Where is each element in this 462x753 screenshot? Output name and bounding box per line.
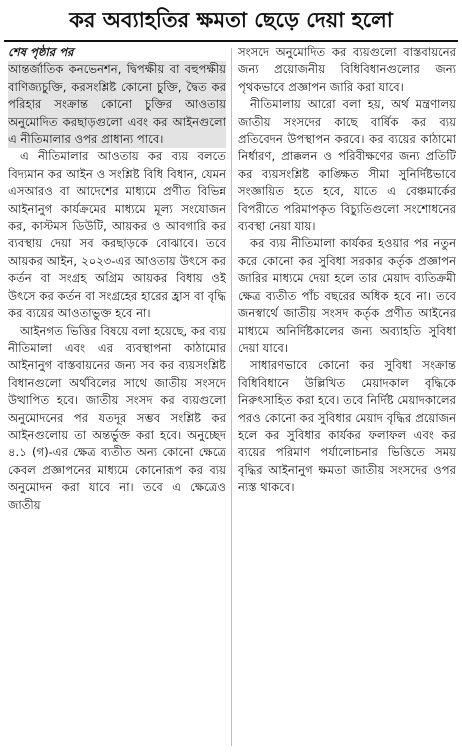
column-divider xyxy=(231,48,232,746)
article-paragraph: নীতিমালায় আরো বলা হয়, অর্থ মন্ত্রণালয় জাতীয় সংসদের কাছে বার্ষিক কর ব্যয় প্রতিবেদন উপস্থাপন করবে। কর ব্যয়ের কাঠামো নির্ধারণ, প্রাক্কলন ও পরিবীক্ষণের জন্য প্রতিটি কর ব্যয়সংশ্লিষ্ট কাঙ্ক্ষিত সীমা সুনির্দিষ্টভাবে সংজ্ঞায়িত হতে হবে, যাতে এ বেঞ্চমার্কের বিপরীতে পরিমাপকৃত বিচ্যুতিগুলো সংশোধনের ব্যবস্থা নেয়া যায়। xyxy=(238,97,456,234)
headline: কর অব্যাহতির ক্ষমতা ছেড়ে দেয়া হলো xyxy=(69,8,393,32)
article-paragraph: সংসদে অনুমোদিত কর ব্যয়গুলো বাস্তবায়নের জন্য প্রয়োজনীয় বিধিবিধানগুলোর জন্য পৃথকভাবে প্রজ্ঞাপন জারি করা যাবে। xyxy=(238,45,456,94)
article-paragraph: কর ব্যয় নীতিমালা কার্যকর হওয়ার পর নতুন করে কোনো কর সুবিধা সরকার কর্তৃক প্রজ্ঞাপন জারির মাধ্যমে দেয়া হলে তার মেয়াদ ব্যতিক্রমী ক্ষেত্র ব্যতীত পাঁচ বছরের অধিক হবে না। তবে জনস্বার্থে জাতীয় সংসদ কর্তৃক প্রণীত আইনের মাধ্যমে অনির্দিষ্টকালের জন্য অব্যাহতি সুবিধা দেয়া যাবে। xyxy=(238,236,456,355)
continuation-kicker: শেষ পৃষ্ঠার পর xyxy=(8,45,74,59)
article-paragraph: এ নীতিমালার আওতায় কর ব্যয় বলতে বিদ্যমান কর আইন ও সংশ্লিষ্ট বিধি বিধান, যেমন এসআরও বা আদেশের মাধ্যমে প্রণীত বিভিন্ন আইনানুগ কার্যক্রমের মাধ্যমে মূল্য সংযোজন কর, কাস্টমস ডিউটি, আয়কর ও আবগারি কর ব্যবস্থায় দেয়া সব করছাড়কে বোঝাবে। তবে আয়কর আইন, ২০২৩-এর আওতায় উৎসে কর কর্তন বা সংগ্রহ অগ্রিম আয়কর বিধায় ওই উৎসে কর কর্তন বা সংগ্রহের হারের হ্রাস বা বৃদ্ধি কর ব্যয়ের আওতাভুক্ত হবে না। xyxy=(8,149,226,321)
article-paragraph: আইনগত ভিত্তির বিষয়ে বলা হয়েছে, কর ব্যয় নীতিমালা এবং এর ব্যবস্থাপনা কাঠামোর আইনানুগ বাস্তবায়নের জন্য সব কর ব্যয়সংশ্লিষ্ট বিধানগুলো অর্থবিলের সাথে জাতীয় সংসদে উত্থাপিত হবে। জাতীয় সংসদ কর ব্যয়গুলো অনুমোদনের পর যতদূর সম্ভব সংশ্লিষ্ট কর আইনগুলোয় তা অন্তর্ভুক্ত করা হবে। অনুচ্ছেদ ৪.১ (গ)-এর ক্ষেত্র ব্যতীত অন্য কোনো ক্ষেত্রে কেবল প্রজ্ঞাপনের মাধ্যমে কোনোরূপ কর ব্যয় অনুমোদন করা যাবে না। তবে এ ক্ষেত্রেও জাতীয় xyxy=(8,323,226,512)
article-paragraph: সাধারণভাবে কোনো কর সুবিধা সংক্রান্ত বিধিবিধানে উল্লিখিত মেয়াদকাল বৃদ্ধিকে নিরুৎসাহিত করা হবে। তবে নির্দিষ্ট মেয়াদকালের পরও কোনো কর সুবিধার মেয়াদ বৃদ্ধির প্রয়োজন হলে কর সুবিধার কার্যকর ফলাফল এবং কর ব্যয়ের পরিমাণ পর্যালোচনার ভিত্তিতে সময় বৃদ্ধির আইনানুগ ক্ষমতা জাতীয় সংসদের ওপর ন্যস্ত থাকবে। xyxy=(238,358,456,495)
article-column-left xyxy=(8,44,226,748)
article-column-right xyxy=(238,44,456,748)
article-paragraph: আন্তর্জাতিক কনভেনশন, দ্বিপক্ষীয় বা বহুপক্ষীয় বাণিজ্যচুক্তি, করসংশ্লিষ্ট কোনো চুক্তি, দ্বৈত কর পরিহার সংক্রান্ত কোনো চুক্তির আওতায় অনুমোদিত করছাড়গুলো এবং কর আইনগুলো এ নীতিমালার ওপর প্রাধান্য পাবে। xyxy=(8,61,226,148)
headline-rule xyxy=(4,40,458,42)
